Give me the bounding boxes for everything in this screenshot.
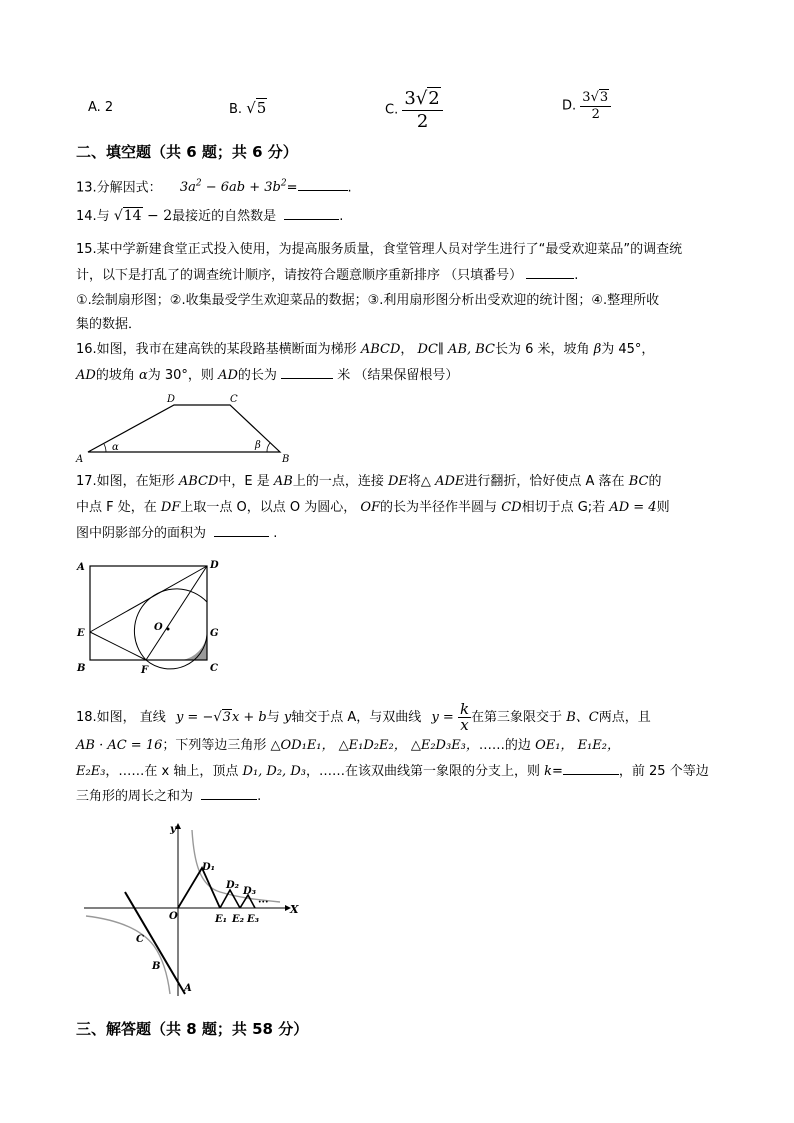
q16-abcd: ABCD [360, 342, 401, 357]
section2-heading: 二、填空题（共 6 题；共 6 分） [76, 143, 298, 161]
q17-bc: BC [628, 474, 649, 489]
q18-hyp-fraction [458, 702, 471, 733]
q17-df: DF [160, 500, 181, 515]
q17-text-k: 则 [656, 500, 670, 515]
figure-18-coordinate-plot [80, 818, 310, 998]
line-ef [90, 632, 146, 660]
q17-text-e: 进行翻折，恰好使点 A 落在 [464, 474, 625, 489]
fig17-label-d: D [210, 560, 219, 571]
option-d-radicand: 3 [599, 90, 609, 105]
q18-y: y [283, 710, 292, 725]
q16-text-f: 的长为 [237, 368, 277, 383]
q18-text-h: ，……在 x 轴上，顶点 [105, 764, 239, 779]
q17-text-h: 上取一点 O，以点 O 为圆心， [180, 500, 357, 515]
q13-eq: = [286, 180, 298, 196]
option-b-radicand: 5 [256, 99, 267, 117]
q17-text-b: 中，E 是 [218, 474, 270, 489]
option-b-label: B. [229, 102, 243, 117]
option-c-den: 2 [416, 111, 429, 132]
point-o [167, 628, 170, 631]
q16-alpha: α [138, 368, 148, 383]
fig18-label-y: y [170, 824, 176, 835]
option-c-label: C. [385, 102, 399, 118]
q17-text-a: 17.如图，在矩形 [76, 474, 175, 489]
option-c-coef: 3 [404, 88, 416, 109]
q13-end: . [347, 180, 352, 196]
q16-text-a: 16.如图，我市在建高铁的某段路基横断面为梯形 [76, 342, 357, 357]
q18-hyp-den: x [460, 716, 469, 734]
q13-expr-a: 3a [179, 180, 196, 196]
q18-text-i: ，……在该双曲线第一象限的分支上，则 [305, 764, 540, 779]
q13-expr-b: − 6ab + 3b [201, 180, 281, 196]
q17-cd: CD [501, 500, 522, 515]
q15-line1: 15.某中学新建食堂正式投入使用，为提高服务质量，食堂管理人员对学生进行了“最受欢迎菜品”的调查统 [76, 242, 683, 257]
q18-k-blank[interactable] [563, 760, 619, 775]
q18-text-f: ；下列等边三角形 [162, 738, 267, 753]
shaded-region [182, 634, 207, 660]
q16-bc: , BC [467, 342, 496, 357]
fig16-label-b: B [282, 454, 290, 465]
q18-text-g: ……的边 [478, 738, 531, 753]
fig18-label-e1: E₁ [215, 914, 228, 925]
fig16-label-d: D [167, 394, 176, 405]
q15-answer-blank[interactable] [526, 264, 574, 279]
q18-k: k [544, 764, 552, 779]
q18-bc-points: B、C [566, 710, 599, 725]
fig16-label-a: A [76, 454, 84, 465]
q16-ad2: AD [218, 368, 238, 383]
fig17-label-e: E [77, 628, 85, 639]
fig18-label-d2: D₂ [226, 880, 240, 891]
fig18-label-e2: E₂ [232, 914, 245, 925]
fig18-label-o: O [169, 911, 178, 922]
q15-line2-end: . [574, 268, 579, 283]
q18-text-j: = [552, 764, 563, 779]
q17-answer-blank[interactable] [214, 522, 269, 537]
option-b: B. √5 [229, 99, 267, 117]
q18-line4 [76, 785, 261, 808]
fig17-label-g: G [210, 628, 219, 639]
q16-text-e: 为 30°，则 [147, 368, 214, 383]
question-14: 14.与 √14 − 2最接近的自然数是 . [76, 205, 343, 228]
q18-tri3: △E₂D₃E₃， [410, 738, 479, 753]
q16-text-c: 为 45°， [601, 342, 655, 357]
q18-line3 [76, 760, 709, 783]
q18-tri2: △E₁D₂E₂， [338, 738, 407, 753]
fig17-label-c: C [210, 663, 218, 674]
q18-text-c: 轴交于点 A，与双曲线 [291, 710, 422, 725]
q18-text-m: . [257, 789, 262, 804]
q18-perimeter-blank[interactable] [201, 785, 257, 800]
q16-ad: AD [76, 368, 96, 383]
q16-text-d: 的坡角 [95, 368, 135, 383]
line-ab [125, 892, 185, 994]
option-d [562, 90, 611, 123]
q18-dot-eq: AB · AC = 16 [76, 738, 163, 753]
fig17-label-a: A [77, 562, 85, 573]
q18-line-eq-b: x + b [231, 710, 267, 725]
q17-ad-eq: AD = 4 [609, 500, 657, 515]
q18-line-eq-a: y = − [175, 710, 214, 725]
q14-answer-blank[interactable] [284, 205, 339, 220]
q15-line2-text: 计，以下是打乱了的调查统计顺序，请按符合题意顺序重新排序 （只填番号） [76, 268, 523, 283]
q18-ds: D₁, D₂, D₃ [242, 764, 306, 779]
q16-answer-blank[interactable] [281, 364, 333, 379]
q16-dcab: DC∥ AB [417, 342, 467, 357]
hyperbola-branch-q3 [86, 916, 170, 994]
q17-text-i: 的长为半径作半圆与 [380, 500, 498, 515]
fig17-label-o: O [154, 622, 163, 633]
q17-ade: ADE [435, 474, 465, 489]
q18-text-d: 在第三象限交于 [471, 710, 563, 725]
q17-de: DE [388, 474, 408, 489]
option-c [385, 88, 443, 133]
figure-17-rectangle [74, 556, 224, 678]
q18-text-k: ，前 25 个等边 [618, 764, 709, 779]
figure-16-trapezoid [74, 390, 294, 465]
fig17-label-b: B [77, 663, 86, 674]
fig18-ellipsis: ··· [258, 897, 269, 908]
option-c-fraction: $\frac{3√2}{2}$ [402, 88, 442, 133]
fig18-label-d3: D₃ [243, 886, 257, 897]
angle-alpha-arc [104, 444, 106, 452]
q18-line2 [76, 735, 620, 757]
q14-suffix: 最接近的自然数是 [172, 209, 277, 224]
fig16-label-c: C [230, 394, 238, 405]
fig18-label-x: X [290, 903, 299, 916]
q17-abcd: ABCD [178, 474, 219, 489]
q17-text-g: 中点 F 处，在 [76, 500, 157, 515]
q18-line-eq-rad: 3 [222, 710, 231, 725]
q17-line2 [76, 497, 670, 519]
fig16-label-alpha: α [112, 442, 119, 453]
option-d-coef: 3 [582, 90, 591, 105]
rectangle-abcd [90, 566, 207, 660]
q14-minus: − 2 [142, 208, 173, 224]
q18-text-b: 与 [266, 710, 280, 725]
q17-text-c: 上的一点，连接 [292, 474, 384, 489]
option-a: A. 2 [88, 100, 114, 115]
q16-text-b: 长为 6 米，坡角 [495, 342, 590, 357]
q18-hyp-num: k [459, 700, 470, 718]
fig18-label-a: A [184, 983, 192, 994]
q16-comma: ， [400, 342, 414, 357]
triangle-od1e1 [178, 868, 220, 908]
line-fd [146, 566, 207, 660]
question-13: 13.分解因式： $3a^2 - 6ab + 3b^2=$ . [76, 173, 352, 199]
option-d-den: 2 [591, 107, 600, 122]
q14-end: . [339, 209, 344, 224]
q18-text-e: 两点，且 [598, 710, 651, 725]
q15-line3: ①.绘制扇形图；②.收集最受学生欢迎菜品的数据；③.利用扇形图分析出受欢迎的统计图；④.整理所收 [76, 293, 660, 308]
angle-beta-arc [267, 443, 270, 452]
q17-text-j: 相切于点 G;若 [521, 500, 606, 515]
q18-line1: 18.如图， 直线 y = −√3x + b与 y轴交于点 A，与双曲线 y = $\frac{k}{x}$ 在第三象限交于 B、C两点，且 [76, 700, 651, 734]
q18-tri1: △OD₁E₁， [270, 738, 335, 753]
fig17-label-f: F [141, 665, 149, 676]
fig18-label-e3: E₃ [247, 914, 260, 925]
q13-answer-blank[interactable] [298, 176, 348, 191]
q17-text-l: 图中阴影部分的面积为 [76, 526, 207, 541]
option-d-fraction: $\frac{3√3}{2}$ [580, 90, 611, 123]
q18-e2e3: E₂E₃ [76, 764, 106, 779]
q18-e1e2: E₁E₂， [577, 738, 620, 753]
q18-hyp-y: y = [431, 710, 454, 725]
fig18-label-c: C [136, 934, 144, 945]
q16-beta: β [593, 342, 602, 357]
option-c-radicand: 2 [428, 88, 440, 109]
fig18-label-b: B [152, 961, 161, 972]
q13-prefix: 13.分解因式： [76, 180, 162, 196]
section3-heading: 三、解答题（共 8 题；共 58 分） [76, 1020, 309, 1038]
q17-ab: AB [273, 474, 293, 489]
q16-line1 [76, 339, 654, 361]
q18-oe1: OE₁， [535, 738, 574, 753]
q17-text-f: 的 [648, 474, 662, 489]
q17-text-d: 将△ [407, 474, 431, 489]
q15-line4: 集的数据． [76, 317, 142, 332]
q17-line1 [76, 471, 661, 493]
q16-text-g: 米 （结果保留根号） [337, 368, 459, 383]
q17-text-m: . [273, 526, 278, 541]
q17-line3 [76, 522, 277, 545]
fig16-label-beta: β [255, 440, 261, 451]
option-d-label: D. [562, 98, 577, 114]
q18-text-l: 三角形的周长之和为 [76, 789, 194, 804]
q14-radicand: 14 [123, 208, 142, 224]
q14-prefix: 14.与 [76, 209, 110, 224]
q15-line2 [76, 264, 578, 287]
q18-text-a: 18.如图， 直线 [76, 710, 166, 725]
q16-line2 [76, 364, 458, 387]
fig18-label-d1: D₁ [202, 862, 216, 873]
q17-of: OF [360, 500, 381, 515]
